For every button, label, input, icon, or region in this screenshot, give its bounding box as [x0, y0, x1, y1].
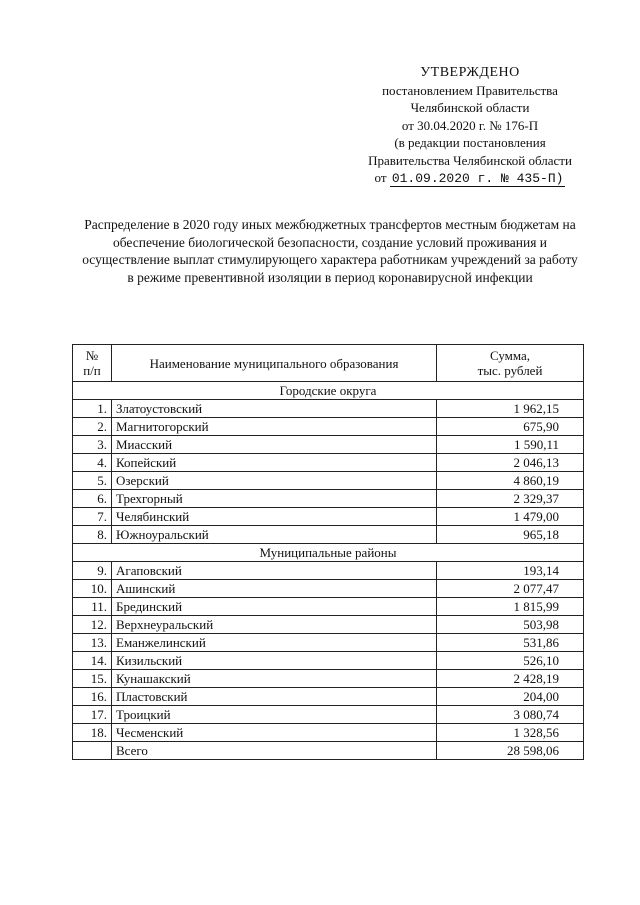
row-name: Верхнеуральский: [112, 616, 437, 634]
row-name: Агаповский: [112, 562, 437, 580]
approval-edit-line: [330, 169, 610, 188]
row-name: Чесменский: [112, 724, 437, 742]
total-number-cell: [73, 742, 112, 760]
row-number: 12.: [73, 616, 112, 634]
row-sum: 2 428,19: [437, 670, 584, 688]
row-number: 11.: [73, 598, 112, 616]
row-sum: 1 590,11: [437, 436, 584, 454]
row-number: 2.: [73, 418, 112, 436]
approval-title: УТВЕРЖДЕНО: [420, 65, 520, 80]
total-label: Всего: [112, 742, 437, 760]
row-name: Кунашакский: [112, 670, 437, 688]
distribution-table: [72, 344, 584, 760]
approval-stamp: [330, 64, 610, 188]
row-number: 10.: [73, 580, 112, 598]
table-row: [73, 490, 584, 508]
approval-line: Челябинской области: [410, 100, 530, 115]
row-number: 16.: [73, 688, 112, 706]
row-name: Южноуральский: [112, 526, 437, 544]
row-sum: 204,00: [437, 688, 584, 706]
total-section: [73, 742, 584, 760]
approval-line: от 30.04.2020 г. № 176-П: [401, 117, 539, 133]
table-row: [73, 562, 584, 580]
district-section: [73, 544, 584, 742]
table-header-row: [73, 345, 584, 382]
row-number: 1.: [73, 400, 112, 418]
row-name: Пластовский: [112, 688, 437, 706]
row-sum: 675,90: [437, 418, 584, 436]
row-name: Златоустовский: [112, 400, 437, 418]
row-sum: 4 860,19: [437, 472, 584, 490]
row-sum: 193,14: [437, 562, 584, 580]
table-row: [73, 670, 584, 688]
row-name: Троицкий: [112, 706, 437, 724]
col-number-header: № п/п: [73, 345, 112, 382]
row-number: 18.: [73, 724, 112, 742]
row-sum: 2 329,37: [437, 490, 584, 508]
row-sum: 503,98: [437, 616, 584, 634]
row-number: 15.: [73, 670, 112, 688]
table-row: [73, 598, 584, 616]
row-name: Трехгорный: [112, 490, 437, 508]
table-row: [73, 688, 584, 706]
row-number: 8.: [73, 526, 112, 544]
urban-section: [73, 382, 584, 544]
row-sum: 965,18: [437, 526, 584, 544]
row-sum: 1 962,15: [437, 400, 584, 418]
row-name: Челябинский: [112, 508, 437, 526]
row-sum: 2 046,13: [437, 454, 584, 472]
row-sum: 1 479,00: [437, 508, 584, 526]
approval-line: постановлением Правительства: [382, 82, 558, 98]
row-name: Кизильский: [112, 652, 437, 670]
row-sum: 2 077,47: [437, 580, 584, 598]
row-name: Миасский: [112, 436, 437, 454]
row-sum: 1 328,56: [437, 724, 584, 742]
row-name: Озерский: [112, 472, 437, 490]
table-row: [73, 436, 584, 454]
section-row-district: [73, 544, 584, 562]
col-name-header: Наименование муниципального образования: [112, 345, 437, 382]
approval-edit-prefix: от: [374, 170, 387, 185]
table-row: [73, 418, 584, 436]
table-row: [73, 472, 584, 490]
table-row: [73, 454, 584, 472]
table-row: [73, 400, 584, 418]
row-number: 5.: [73, 472, 112, 490]
row-number: 3.: [73, 436, 112, 454]
row-number: 7.: [73, 508, 112, 526]
total-row: [73, 742, 584, 760]
approval-line: Правительства Челябинской области: [368, 152, 572, 168]
row-number: 14.: [73, 652, 112, 670]
row-name: Копейский: [112, 454, 437, 472]
row-number: 17.: [73, 706, 112, 724]
col-sum-header: Сумма, тыс. рублей: [437, 345, 584, 382]
row-sum: 1 815,99: [437, 598, 584, 616]
row-name: Брединский: [112, 598, 437, 616]
approval-edit-date: 01.09.2020 г. № 435-П): [391, 171, 564, 186]
row-number: 13.: [73, 634, 112, 652]
table-row: [73, 634, 584, 652]
section-title: Городские округа: [73, 382, 584, 400]
table-row: [73, 580, 584, 598]
section-row-urban: [73, 382, 584, 400]
table-row: [73, 706, 584, 724]
row-sum: 531,86: [437, 634, 584, 652]
row-name: Магнитогорский: [112, 418, 437, 436]
table-row: [73, 652, 584, 670]
table-row: [73, 616, 584, 634]
table-row: [73, 526, 584, 544]
total-sum: 28 598,06: [437, 742, 584, 760]
row-sum: 3 080,74: [437, 706, 584, 724]
row-name: Ашинский: [112, 580, 437, 598]
approval-line: (в редакции постановления: [394, 135, 546, 150]
table-row: [73, 724, 584, 742]
row-number: 9.: [73, 562, 112, 580]
row-number: 6.: [73, 490, 112, 508]
row-sum: 526,10: [437, 652, 584, 670]
row-name: Еманжелинский: [112, 634, 437, 652]
section-title: Муниципальные районы: [73, 544, 584, 562]
row-number: 4.: [73, 454, 112, 472]
table-row: [73, 508, 584, 526]
document-heading: Распределение в 2020 году иных межбюджетных трансфертов местным бюджетам на обеспечение биологической безопасности, создание условий проживания и осуществление выплат стимулирующего характера работникам учреждений за работу в режиме превентивной изоляции в период коронавирусной инфекции: [82, 217, 578, 285]
